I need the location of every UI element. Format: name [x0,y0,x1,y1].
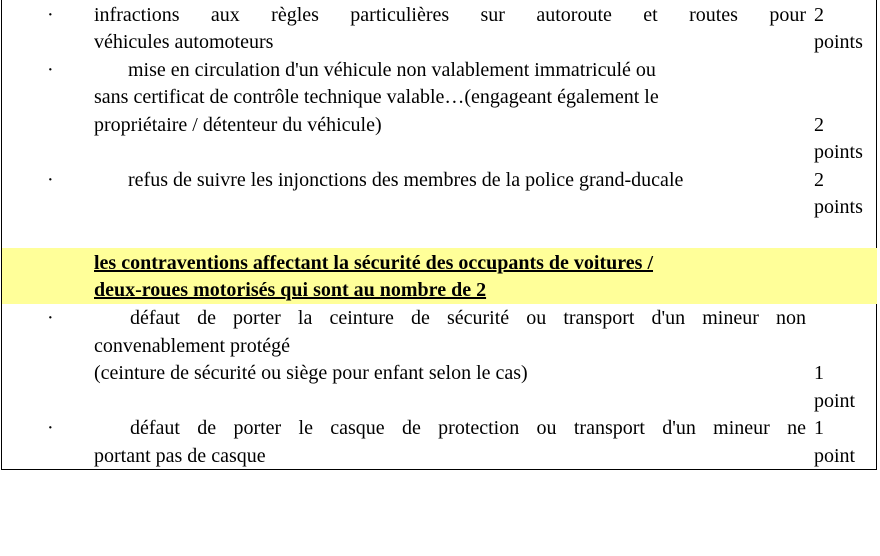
item-text-line: sans certificat de contrôle technique valable…(engageant également le [94,86,659,108]
bullet: · [47,307,54,329]
points-value: 1 [814,362,824,384]
item-text-line: portant pas de casque [94,445,266,467]
item-text-line: défaut de porter le casque de protection ou transport d'un mineur ne [130,417,806,439]
item-text-line: défaut de porter la ceinture de sécurité ou transport d'un mineur non [130,307,806,329]
item-text-line: mise en circulation d'un véhicule non valablement immatriculé ou [128,59,656,81]
points-unit: points [814,196,863,218]
bullet: · [47,169,54,191]
item-text-line: (ceinture de sécurité ou siège pour enfant selon le cas) [94,362,528,384]
item-text-line: véhicules automoteurs [94,31,274,53]
points-value: 2 [814,114,824,136]
points-value: 1 [814,417,824,439]
item-text-line: refus de suivre les injonctions des membres de la police grand-ducale [128,169,684,191]
points-unit: point [814,390,856,412]
bullet: · [47,59,54,81]
section-heading: deux-roues motorisés qui sont au nombre de 2 [94,279,487,301]
points-value: 2 [814,4,824,26]
points-unit: points [814,31,863,53]
points-unit: points [814,141,863,163]
points-unit: point [814,445,856,467]
item-text-line: convenablement protégé [94,335,291,357]
bullet: · [47,4,54,26]
item-text-line: infractions aux règles particulières sur autoroute et routes pour [94,4,806,26]
bullet: · [47,417,54,439]
section-heading: les contraventions affectant la sécurité des occupants de voitures / [94,252,654,274]
item-text-line: propriétaire / détenteur du véhicule) [94,114,382,136]
points-value: 2 [814,169,824,191]
